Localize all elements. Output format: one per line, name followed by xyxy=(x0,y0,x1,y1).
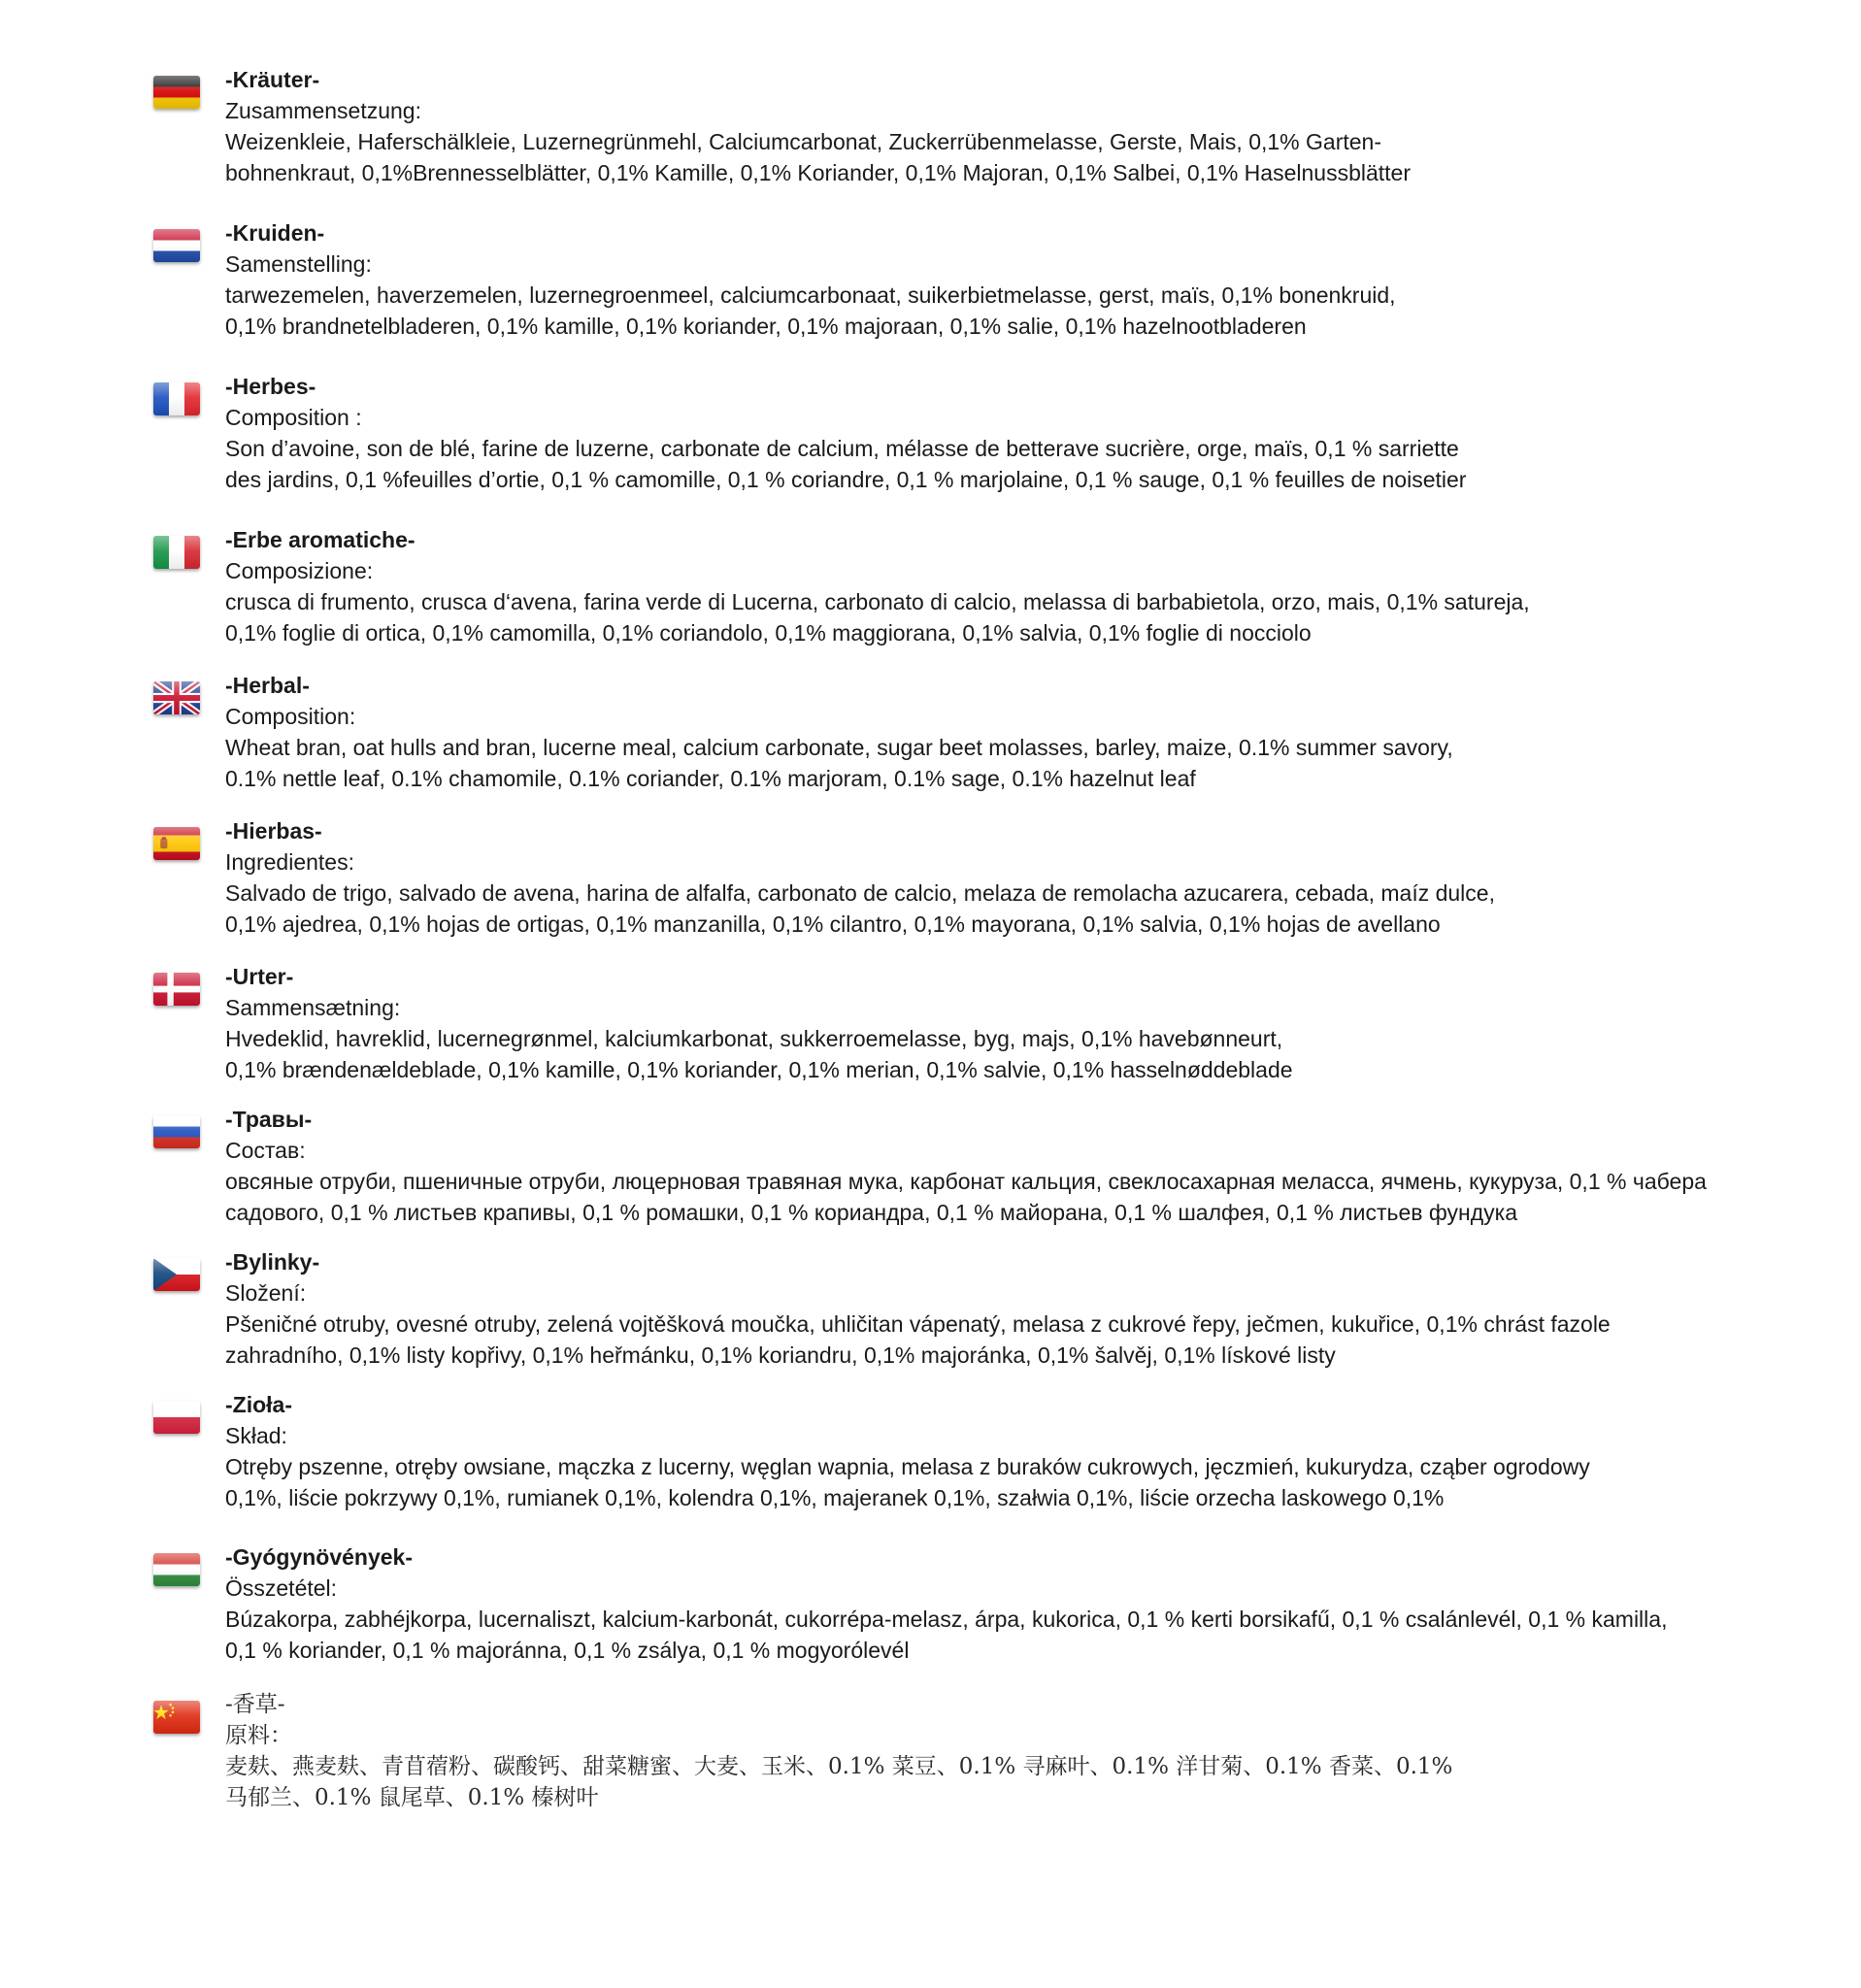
polish-flag-icon xyxy=(153,1401,200,1434)
entry-title: -Kruiden- xyxy=(225,220,325,246)
entry-label: Složení: xyxy=(225,1280,307,1306)
entry-line: des jardins, 0,1 %feuilles d’ortie, 0,1 % camomille, 0,1 % coriandre, 0,1 % marjolaine, 0,1 % sauge, 0,1 % feuilles de noisetier xyxy=(225,467,1467,492)
czech-flag-icon xyxy=(153,1258,200,1291)
entry-text xyxy=(225,961,1837,1085)
czech-triangle-graphic xyxy=(153,1258,200,1291)
italian-flag-icon xyxy=(153,536,200,569)
entry-label: Samenstelling: xyxy=(225,251,372,277)
chinese-stars-graphic xyxy=(153,1701,200,1734)
entry-line: 0,1% brændenældeblade, 0,1% kamille, 0,1% koriander, 0,1% merian, 0,1% salvie, 0,1% hasselnøddeblade xyxy=(225,1057,1293,1082)
chinese-flag-icon xyxy=(153,1701,200,1734)
uk-flag-graphic xyxy=(153,681,200,714)
entry-label: Ingredientes: xyxy=(225,849,354,875)
spanish-crest-graphic xyxy=(153,827,200,860)
danish-flag-icon xyxy=(153,973,200,1006)
russian-flag-icon xyxy=(153,1115,200,1148)
entry-title: -Erbe aromatiche- xyxy=(225,527,415,552)
entry-text xyxy=(225,524,1837,648)
entry-line: tarwezemelen, haverzemelen, luzernegroenmeel, calciumcarbonaat, suikerbietmelasse, gerst, maïs, 0,1% bonenkruid, xyxy=(225,282,1396,308)
entry-line: садового, 0,1 % листьев крапивы, 0,1 % ромашки, 0,1 % кориандра, 0,1 % майорана, 0,1 % шалфея, 0,1 % листьев фундука xyxy=(225,1200,1518,1225)
french-flag-icon xyxy=(153,382,200,415)
entry-text xyxy=(225,1689,1837,1813)
entry-line: 0.1% nettle leaf, 0.1% chamomile, 0.1% coriander, 0.1% marjoram, 0.1% sage, 0.1% hazelnut leaf xyxy=(225,766,1196,791)
entry-text xyxy=(225,371,1837,495)
entry-title: -Gyógynövények- xyxy=(225,1544,413,1570)
entry-line: 麦麸、燕麦麸、青苜蓿粉、碳酸钙、甜菜糖蜜、大麦、玉米、0.1% 菜豆、0.1% 寻麻叶、0.1% 洋甘菊、0.1% 香菜、0.1% xyxy=(225,1754,1453,1779)
entry-line: овсяные отруби, пшеничные отруби, люцерновая травяная мука, карбонат кальция, свеклосахарная меласса, ячмень, кукуруза, 0,1 % чабера xyxy=(225,1169,1707,1194)
entry-title: -Травы- xyxy=(225,1107,313,1132)
danish-cross-graphic xyxy=(153,973,200,1006)
hungarian-flag-icon xyxy=(153,1553,200,1586)
entry-label: Skład: xyxy=(225,1423,287,1448)
entry-line: crusca di frumento, crusca d‘avena, farina verde di Lucerna, carbonato di calcio, melassa di barbabietola, orzo, mais, 0,1% satureja, xyxy=(225,589,1530,614)
entry-title: -Hierbas- xyxy=(225,818,322,844)
entry-text xyxy=(225,1246,1837,1371)
entry-line: Hvedeklid, havreklid, lucernegrønmel, kalciumkarbonat, sukkerroemelasse, byg, majs, 0,1% havebønneurt, xyxy=(225,1026,1283,1051)
entry-text xyxy=(225,1104,1837,1228)
entry-line: Búzakorpa, zabhéjkorpa, lucernaliszt, kalcium-karbonát, cukorrépa-melasz, árpa, kukorica, 0,1 % kerti borsikafű, 0,1 % csalánlevél, 0,1 % kamilla, xyxy=(225,1607,1668,1632)
entry-label: Zusammensetzung: xyxy=(225,98,421,123)
entry-label: Composition : xyxy=(225,405,362,430)
uk-flag-icon xyxy=(153,681,200,714)
entry-line: 马郁兰、0.1% 鼠尾草、0.1% 榛树叶 xyxy=(225,1785,599,1810)
entry-text xyxy=(225,670,1837,794)
entry-line: bohnenkraut, 0,1%Brennesselblätter, 0,1% Kamille, 0,1% Koriander, 0,1% Majoran, 0,1% Salbei, 0,1% Haselnussblätter xyxy=(225,160,1411,185)
entry-title: -Herbes- xyxy=(225,374,316,399)
entry-title: -Kräuter- xyxy=(225,67,320,92)
entry-text xyxy=(225,1389,1837,1513)
entry-line: 0,1% foglie di ortica, 0,1% camomilla, 0,1% coriandolo, 0,1% maggiorana, 0,1% salvia, 0,1% foglie di nocciolo xyxy=(225,620,1312,646)
entry-label: Composizione: xyxy=(225,558,374,583)
entry-line: 0,1% ajedrea, 0,1% hojas de ortigas, 0,1% manzanilla, 0,1% cilantro, 0,1% mayorana, 0,1% salvia, 0,1% hojas de avellano xyxy=(225,911,1441,937)
spanish-flag-icon xyxy=(153,827,200,860)
entry-line: 0,1 % koriander, 0,1 % majoránna, 0,1 % zsálya, 0,1 % mogyorólevél xyxy=(225,1638,910,1663)
entry-line: Salvado de trigo, salvado de avena, harina de alfalfa, carbonato de calcio, melaza de remolacha azucarera, cebada, maíz dulce, xyxy=(225,880,1495,906)
entry-title: -香草- xyxy=(225,1692,285,1717)
entry-line: Son d’avoine, son de blé, farine de luzerne, carbonate de calcium, mélasse de betterave sucrière, orge, maïs, 0,1 % sarriette xyxy=(225,436,1459,461)
german-flag-icon xyxy=(153,76,200,109)
entry-title: -Bylinky- xyxy=(225,1249,320,1275)
entry-title: -Zioła- xyxy=(225,1392,292,1417)
entry-label: Composition: xyxy=(225,704,356,729)
entry-label: Sammensætning: xyxy=(225,995,401,1020)
entry-line: Wheat bran, oat hulls and bran, lucerne meal, calcium carbonate, sugar beet molasses, barley, maize, 0.1% summer savory, xyxy=(225,735,1453,760)
entry-line: Weizenkleie, Haferschälkleie, Luzernegrünmehl, Calciumcarbonat, Zuckerrübenmelasse, Gerste, Mais, 0,1% Garten- xyxy=(225,129,1381,154)
entry-label: Összetétel: xyxy=(225,1575,338,1601)
entry-label: Состав: xyxy=(225,1138,306,1163)
dutch-flag-icon xyxy=(153,229,200,262)
entry-line: 0,1%, liście pokrzywy 0,1%, rumianek 0,1%, kolendra 0,1%, majeranek 0,1%, szałwia 0,1%, liście orzecha laskowego 0,1% xyxy=(225,1485,1445,1510)
entry-label: 原料： xyxy=(225,1723,292,1748)
entry-line: 0,1% brandnetelbladeren, 0,1% kamille, 0,1% koriander, 0,1% majoraan, 0,1% salie, 0,1% hazelnootbladeren xyxy=(225,314,1307,339)
entry-line: Otręby pszenne, otręby owsiane, mączka z lucerny, węglan wapnia, melasa z buraków cukrowych, jęczmień, kukurydza, cząber ogrodowy xyxy=(225,1454,1590,1479)
entry-text xyxy=(225,217,1837,342)
entry-text xyxy=(225,64,1837,188)
entry-title: -Urter- xyxy=(225,964,294,989)
entry-title: -Herbal- xyxy=(225,673,310,698)
entry-line: zahradního, 0,1% listy kopřivy, 0,1% heřmánku, 0,1% koriandru, 0,1% majoránka, 0,1% šalvěj, 0,1% lískové listy xyxy=(225,1342,1336,1368)
entry-text xyxy=(225,1541,1837,1666)
entry-text xyxy=(225,815,1837,940)
entry-line: Pšeničné otruby, ovesné otruby, zelená vojtěšková moučka, uhličitan vápenatý, melasa z cukrové řepy, ječmen, kukuřice, 0,1% chrást fazole xyxy=(225,1311,1611,1337)
